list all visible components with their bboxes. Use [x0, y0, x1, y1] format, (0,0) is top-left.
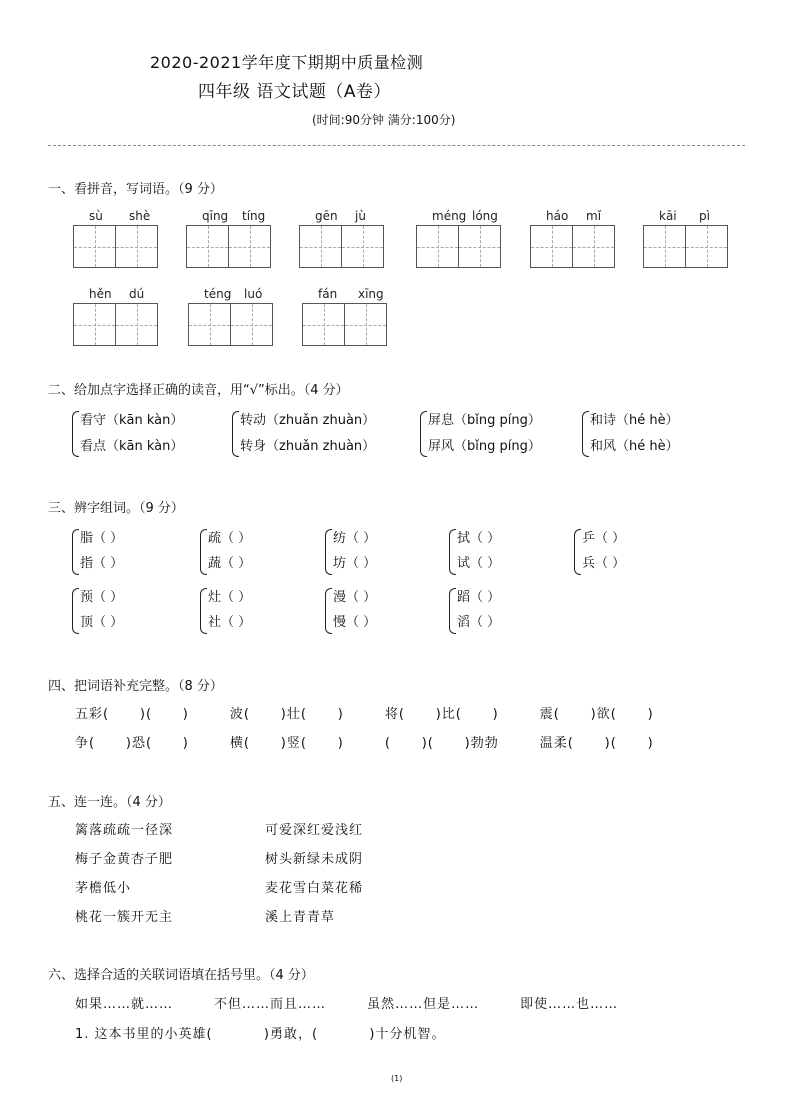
tian-zi-grid[interactable]	[186, 209, 271, 268]
pair-item-a[interactable]: 漫（ ）	[333, 590, 377, 605]
tian-zi-grid[interactable]	[188, 287, 273, 346]
match-left-item[interactable]: 茅檐低小	[75, 881, 132, 896]
brace-icon	[582, 411, 589, 457]
section6-heading: 六、选择合适的关联词语填在括号里。（4 分）	[48, 968, 314, 983]
pinyin-label: qīng	[202, 209, 229, 223]
pair-item-b[interactable]: 蔬（ ）	[208, 556, 252, 571]
match-left-item[interactable]: 桃花一簇开无主	[75, 910, 174, 925]
brace-icon	[72, 588, 79, 634]
pair-item-a[interactable]: 蹈（ ）	[457, 590, 501, 605]
word-pair	[590, 408, 679, 460]
pair-item-b[interactable]: 和风（hé hè）	[590, 439, 679, 454]
pinyin-label: hěn	[89, 287, 112, 301]
pair-item-a[interactable]: 疏（ ）	[208, 531, 252, 546]
grid-cell[interactable]	[341, 209, 384, 268]
pair-item-b[interactable]: 坊（ ）	[333, 556, 377, 571]
pair-item-a[interactable]: 转动（zhuǎn zhuàn）	[240, 413, 376, 428]
pair-item-b[interactable]: 滔（ ）	[457, 615, 501, 630]
brace-icon	[325, 529, 332, 575]
tian-zi-grid[interactable]	[302, 287, 387, 346]
grid-cell[interactable]	[188, 287, 232, 346]
word-pair	[333, 585, 376, 635]
grid-cell[interactable]	[73, 287, 116, 346]
word-pair	[208, 526, 251, 576]
tian-zi-grid[interactable]	[73, 287, 158, 346]
section3-heading: 三、辨字组词。（9 分）	[48, 501, 184, 516]
word-pair	[428, 408, 541, 460]
pinyin-label: jù	[355, 209, 366, 223]
match-right-item[interactable]: 溪上青青草	[265, 910, 336, 925]
section1-heading: 一、看拼音，写词语。（9 分）	[48, 182, 223, 197]
match-right-item[interactable]: 树头新绿未成阴	[265, 852, 364, 867]
tian-zi-grid[interactable]	[416, 209, 501, 268]
word-pair	[80, 585, 123, 635]
match-right-item[interactable]: 可爱深红爱浅红	[265, 823, 364, 838]
pair-item-a[interactable]: 灶（ ）	[208, 590, 252, 605]
pair-item-b[interactable]: 指（ ）	[80, 556, 124, 571]
grid-cell[interactable]	[73, 209, 116, 268]
grid-cell[interactable]	[458, 209, 501, 268]
match-left-item[interactable]: 梅子金黄杏子肥	[75, 852, 174, 867]
brace-icon	[232, 411, 239, 457]
grid-cell[interactable]	[344, 287, 387, 346]
pair-item-b[interactable]: 屏风（bǐng píng）	[428, 439, 541, 454]
pair-item-a[interactable]: 看守（kān kàn）	[80, 413, 184, 428]
section5-heading: 五、连一连。（4 分）	[48, 795, 171, 810]
brace-icon	[574, 529, 581, 575]
word-pair	[333, 526, 376, 576]
pair-item-a[interactable]: 纺（ ）	[333, 531, 377, 546]
exam-time-score: (时间:90分钟 满分:100分)	[312, 113, 456, 127]
pinyin-label: xīng	[358, 287, 384, 301]
word-pair	[208, 585, 251, 635]
brace-icon	[420, 411, 427, 457]
pair-item-b[interactable]: 试（ ）	[457, 556, 501, 571]
grid-cell[interactable]	[186, 209, 229, 268]
tian-zi-grid[interactable]	[299, 209, 384, 268]
grid-cell[interactable]	[416, 209, 467, 268]
match-left-item[interactable]: 篱落疏疏一径深	[75, 823, 174, 838]
brace-icon	[72, 411, 79, 457]
brace-icon	[72, 529, 79, 575]
pinyin-label: méng	[432, 209, 467, 223]
word-pair	[457, 526, 500, 576]
section4-line1: 五彩( )( ) 波( )壮( ) 将( )比( ) 震( )欲( )	[75, 707, 654, 722]
pair-item-b[interactable]: 顶（ ）	[80, 615, 124, 630]
pair-item-a[interactable]: 乒（ ）	[582, 531, 626, 546]
pair-item-b[interactable]: 慢（ ）	[333, 615, 377, 630]
pair-item-b[interactable]: 社（ ）	[208, 615, 252, 630]
pair-item-a[interactable]: 和诗（hé hè）	[590, 413, 679, 428]
brace-icon	[325, 588, 332, 634]
pinyin-label: tíng	[242, 209, 266, 223]
word-pair	[80, 408, 183, 460]
section6-options: 如果……就…… 不但……而且…… 虽然……但是…… 即使……也……	[75, 997, 619, 1012]
pinyin-label: pì	[699, 209, 710, 223]
brace-icon	[200, 529, 207, 575]
section2-heading: 二、给加点字选择正确的读音，用“√”标出。（4 分）	[48, 383, 349, 398]
pinyin-label: luó	[244, 287, 263, 301]
brace-icon	[449, 588, 456, 634]
word-pair	[240, 408, 375, 460]
grid-cell[interactable]	[572, 209, 615, 268]
exam-subtitle: 四年级 语文试题（A卷）	[198, 82, 392, 102]
pinyin-label: sù	[89, 209, 103, 223]
grid-cell[interactable]	[302, 287, 345, 346]
pinyin-label: dú	[129, 287, 145, 301]
grid-cell[interactable]	[530, 209, 573, 268]
pair-item-a[interactable]: 预（ ）	[80, 590, 124, 605]
grid-cell[interactable]	[228, 209, 271, 268]
pinyin-label: kāi	[659, 209, 677, 223]
pair-item-b[interactable]: 兵（ ）	[582, 556, 626, 571]
word-pair	[80, 526, 123, 576]
grid-cell[interactable]	[115, 287, 158, 346]
pinyin-label: lóng	[472, 209, 498, 223]
tian-zi-grid[interactable]	[73, 209, 158, 268]
pair-item-a[interactable]: 脂（ ）	[80, 531, 124, 546]
pinyin-label: háo	[546, 209, 569, 223]
pair-item-a[interactable]: 屏息（bǐng píng）	[428, 413, 541, 428]
pair-item-a[interactable]: 拭（ ）	[457, 531, 501, 546]
pinyin-label: téng	[204, 287, 232, 301]
brace-icon	[200, 588, 207, 634]
pinyin-label: fán	[318, 287, 338, 301]
grid-cell[interactable]	[643, 209, 686, 268]
pair-item-b[interactable]: 转身（zhuǎn zhuàn）	[240, 439, 376, 454]
exam-title: 2020-2021学年度下期期中质量检测	[150, 53, 424, 72]
brace-icon	[449, 529, 456, 575]
tian-zi-grid[interactable]	[643, 209, 728, 268]
pinyin-label: shè	[129, 209, 151, 223]
pinyin-label: mǐ	[586, 209, 602, 223]
pinyin-label: gēn	[315, 209, 338, 223]
grid-cell[interactable]	[299, 209, 342, 268]
tian-zi-grid[interactable]	[530, 209, 615, 268]
page-number: (1)	[391, 1074, 403, 1083]
word-pair	[582, 526, 625, 576]
section4-line2: 争( )恐( ) 横( )竖( ) ( )( )勃勃 温柔( )( )	[75, 736, 654, 751]
pair-item-b[interactable]: 看点（kān kàn）	[80, 439, 184, 454]
grid-cell[interactable]	[685, 209, 728, 268]
grid-cell[interactable]	[115, 209, 158, 268]
word-pair	[457, 585, 500, 635]
grid-cell[interactable]	[230, 287, 273, 346]
section4-heading: 四、把词语补充完整。（8 分）	[48, 679, 223, 694]
header-divider	[48, 145, 745, 146]
section6-question1: 1. 这本书里的小英雄( )勇敢，( )十分机智。	[75, 1027, 446, 1042]
match-right-item[interactable]: 麦花雪白菜花稀	[265, 881, 364, 896]
